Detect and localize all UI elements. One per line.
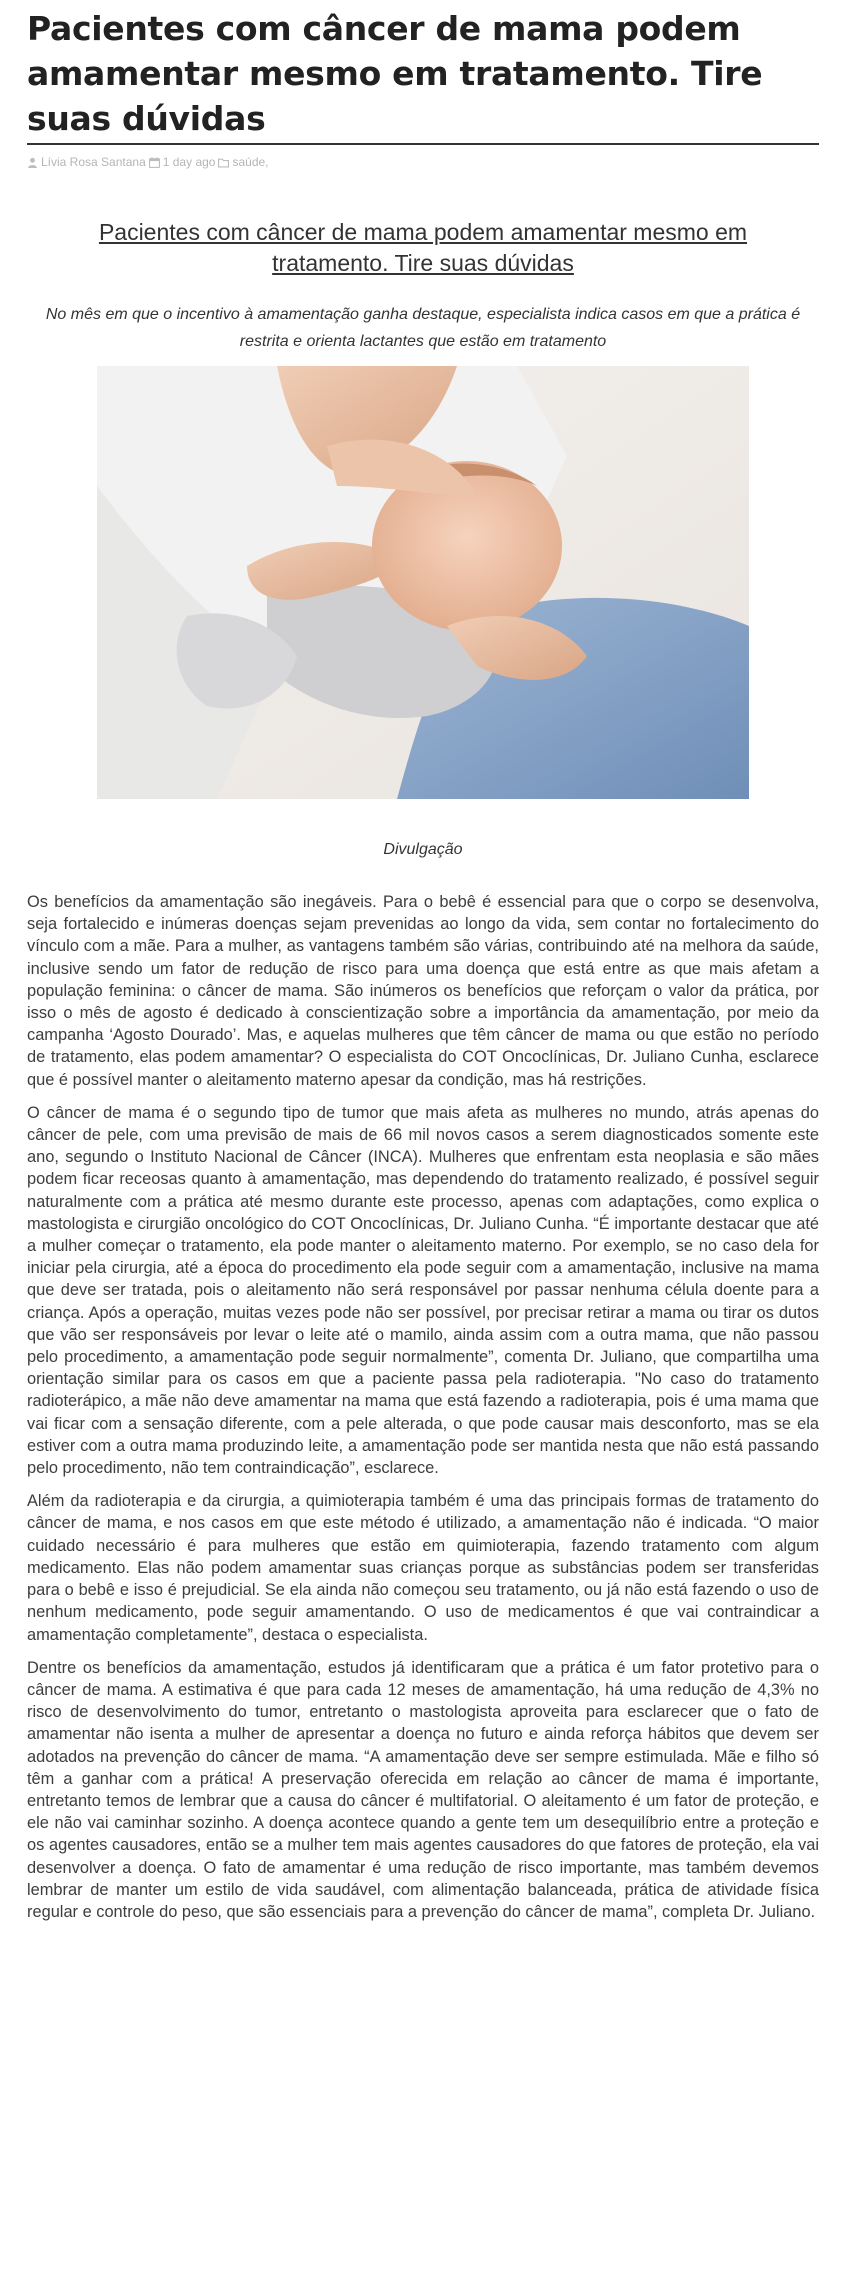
author-link[interactable]: Lívia Rosa Santana xyxy=(41,155,146,169)
category-link[interactable]: saúde, xyxy=(232,155,269,169)
post-meta xyxy=(27,155,819,169)
date-meta xyxy=(149,155,216,169)
page-title: Pacientes com câncer de mama podem amamentar mesmo em tratamento. Tire suas dúvidas xyxy=(27,9,763,138)
paragraph: Além da radioterapia e da cirurgia, a quimioterapia também é uma das principais formas de tratamento do câncer de mama, e nos casos em que este método é utilizado, a amamentação não é indicada. “O maior cuidado necessário é para mulheres que estão em quimioterapia, fazendo tratamento com algum medicamento. Elas não podem amamentar suas crianças porque as substâncias podem ser transferidas para o bebê e isso é prejudicial. Se ela ainda não começou seu tratamento, ou já não está fazendo o uso de nenhum medicamento, pode seguir amamentando. O uso de medicamentos é que vai contraindicar a amamentação completamente”, destaca o especialista. xyxy=(27,1492,819,1644)
paragraph: O câncer de mama é o segundo tipo de tumor que mais afeta as mulheres no mundo, atrás apenas do câncer de pele, com uma previsão de mais de 66 mil novos casos a serem diagnosticados somente este ano, segundo o Instituto Nacional de Câncer (INCA). Mulheres que enfrentam esta neoplasia e são mães podem ficar receosas quanto à amamentação, mas dependendo do tratamento realizado, é possível seguir naturalmente com a prática até mesmo durante este processo, apenas com adaptações, como explica o mastologista e cirurgião oncológico do COT Oncoclínicas, Dr. Juliano Cunha. “É importante destacar que até a mulher começar o tratamento, ela pode manter o aleitamento materno. Por exemplo, se no caso dela for iniciar pela cirurgia, até a época do procedimento ela pode seguir com a amamentação, inclusive na mama que deve ser tratada, pois o aleitamento não será responsável por passar nenhuma célula doente para a criança. Após a operação, muitas vezes pode não ser possível, por precisar retirar a mama ou tirar os dutos que vão ser responsáveis por levar o leite até o mamilo, ainda assim com a outra mama, que não passou pelo procedimento, a amamentação pode seguir normalmente”, comenta Dr. Juliano, que compartilha uma orientação similar para os casos em que a paciente passa pela radioterapia. "No caso do tratamento radioterápico, a mãe não deve amamentar na mama que está fazendo a radioterapia, pois é uma mama que vai ficar com a sensação diferente, com a pele alterada, o que pode causar mais desconforto, mas se ela estiver com a outra mama produzindo leite, a amamentação pode ser mantida nesta que não está passando pelo procedimento, não tem contraindicação”, esclarece. xyxy=(27,1103,819,1478)
post-date: 1 day ago xyxy=(162,155,216,169)
paragraph: Os benefícios da amamentação são inegáveis. Para o bebê é essencial para que o corpo se desenvolva, seja fortalecido e inúmeras doenças sejam prevenidas ao longo da vida, sem contar no fortalecimento do vínculo com a mãe. Para a mulher, as vantagens também são várias, contribuindo até na melhora da saúde, inclusive sendo um fator de redução de risco para uma doença que está entre as que mais afetam a população feminina: o câncer de mama. São inúmeros os benefícios que reforçam o valor da prática, por isso o mês de agosto é dedicado à conscientização sobre a importância da amamentação, por meio da campanha ‘Agosto Dourado’. Mas, e aquelas mulheres que têm câncer de mama ou que estão no período de tratamento, elas podem amamentar? O especialista do COT Oncoclínicas, Dr. Juliano Cunha, esclarece que é possível manter o aleitamento materno apesar da condição, mas há restrições. xyxy=(27,893,819,1089)
photo-caption: Divulgação xyxy=(383,841,463,858)
folder-icon xyxy=(218,157,229,168)
title-divider xyxy=(27,143,819,145)
article-deck: No mês em que o incentivo à amamentação ganha destaque, especialista indica casos em que a prática é restrita e orienta lactantes que estão em tratamento xyxy=(45,306,801,350)
article xyxy=(27,0,819,1934)
user-icon xyxy=(27,157,38,168)
article-body xyxy=(27,891,819,1923)
paragraph: Dentre os benefícios da amamentação, estudos já identificaram que a prática é um fator protetivo para o câncer de mama. A estimativa é que para cada 12 meses de amamentação, há uma redução de 4,3% no risco de desenvolvimento do tumor, entretanto o mastologista aproveita para esclarecer que o fato de amamentar não isenta a mulher de apresentar a doença no futuro e ainda reforça hábitos que devem ser adotados na prevenção do câncer de mama. “A amamentação deve ser sempre estimulada. Mãe e filho só têm a ganhar com a prática! A preservação oferecida em relação ao câncer de mama é importante, entretanto temos de lembrar que a causa do câncer é multifatorial. O aleitamento é um fator de proteção, e ele não vai caminhar sozinho. A doença acontece quando a gente tem um desequilíbrio entre a proteção e os agentes causadores, então se a mulher tem mais agentes causadores do que fatores de proteção, ela vai desenvolver a doença. O fato de amamentar é uma redução de risco importante, mas também devemos lembrar de manter um estilo de vida saudável, com alimentação balanceada, prática de atividade física regular e controle do peso, que são essenciais para a prevenção do câncer de mama”, completa Dr. Juliano. xyxy=(27,1658,819,1921)
article-headline: Pacientes com câncer de mama podem amamentar mesmo em tratamento. Tire suas dúvidas xyxy=(98,219,748,276)
category-meta[interactable] xyxy=(218,155,268,169)
calendar-icon xyxy=(149,157,160,168)
article-photo xyxy=(97,366,749,799)
breastfeeding-photo xyxy=(97,366,749,799)
author-meta[interactable] xyxy=(27,155,146,169)
